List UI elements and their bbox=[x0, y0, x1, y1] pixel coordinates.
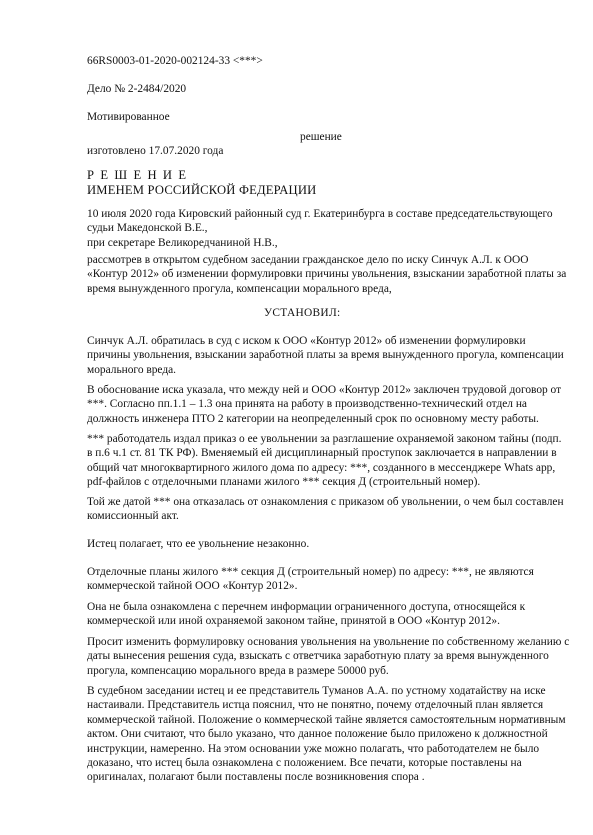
paragraph-line: Истец полагает, что ее увольнение незаконно. bbox=[87, 538, 310, 550]
decision-word: решение bbox=[300, 131, 342, 143]
paragraph bbox=[87, 565, 557, 594]
paragraph-line: *** работодатель издал приказ о ее увольнении за разглашение охраняемой законом тайны (подп. bbox=[87, 433, 562, 445]
paragraph-line: причины увольнения, взыскании заработной платы за время вынужденного прогула, компенсации bbox=[87, 349, 564, 362]
court-line: при секретаре Великоредчаниной Н.В., bbox=[87, 236, 278, 249]
title-decision: Р Е Ш Е Н И Е bbox=[87, 168, 188, 182]
considered-line: «Контур 2012» об изменении формулировки причины увольнения, взыскании заработной платы за bbox=[87, 268, 567, 281]
paragraph-line: общий чат многоквартирного жилого дома по адресу: ***, созданного в мессенджере Whats app, bbox=[87, 461, 556, 474]
court-line: 10 июля 2020 года Кировский районный суд г. Екатеринбурга в составе председательствующего bbox=[87, 208, 553, 220]
paragraph-line: коммерческой тайной. Положение о коммерческой тайне является самостоятельным нормативным bbox=[87, 713, 566, 726]
paragraph-line: настаивали. Представитель истца пояснил, что не понятно, почему отделочный план является bbox=[87, 699, 544, 712]
court-line: судьи Македонской В.Е., bbox=[87, 222, 208, 235]
paragraph bbox=[87, 684, 566, 785]
considered-line: рассмотрев в открытом судебном заседании гражданское дело по иску Синчук А.Л. к ООО bbox=[87, 254, 529, 266]
paragraph-line: В обоснование иска указала, что между ней и ООО «Контур 2012» заключен трудовой договор от bbox=[87, 384, 562, 396]
paragraph-line: прогула, компенсацию морального вреда в размере 50000 руб. bbox=[87, 664, 389, 677]
paragraph-line: комиссионный акт. bbox=[87, 510, 179, 523]
considered-paragraph bbox=[87, 253, 567, 296]
prepared-date: изготовлено 17.07.2020 года bbox=[87, 145, 224, 157]
motivated-label: Мотивированное bbox=[87, 111, 170, 123]
paragraph-line: коммерческой или иной охраняемой законом тайне, принятой в ООО «Контур 2012». bbox=[87, 615, 500, 628]
paragraph bbox=[87, 432, 562, 490]
considered-line: время вынужденного прогула, компенсации морального вреда, bbox=[87, 282, 392, 295]
case-number: Дело № 2-2484/2020 bbox=[87, 83, 187, 95]
paragraph-line: pdf-файлов с отделочными планами жилого *** секция Д (строительный номер). bbox=[87, 476, 481, 489]
paragraph-line: Синчук А.Л. обратилась в суд с иском к ООО «Контур 2012» об изменении формулировки bbox=[87, 335, 526, 347]
paragraph-line: актом. Они считают, что было указано, что данное положение было приложено к должностной bbox=[87, 728, 548, 741]
paragraph-line: Она не была ознакомлена с перечнем информации ограниченного доступа, относящейся к bbox=[87, 601, 526, 613]
title-in-the-name: ИМЕНЕМ РОССИЙСКОЙ ФЕДЕРАЦИИ bbox=[87, 182, 317, 197]
paragraph-line: оригиналах, полагают были поставлены после возникновения спора . bbox=[87, 771, 425, 784]
paragraph-line: даты вынесения решения суда, взыскать с ответчика заработную плату за время вынужденного bbox=[87, 650, 549, 663]
paragraph-line: морального вреда. bbox=[87, 363, 177, 376]
paragraph-line: коммерческой тайной ООО «Контур 2012». bbox=[87, 580, 298, 593]
paragraph-line: ***. Согласно пп.1.1 – 1.3 она принята на работу в производственно-технический отдел на bbox=[87, 398, 527, 411]
paragraph-line: В судебном заседании истец и ее представитель Туманов А.А. по устному ходатайству на иске bbox=[87, 685, 546, 697]
paragraph bbox=[87, 383, 562, 426]
paragraph-line: в п.6 ч.1 ст. 81 ТК РФ). Вменяемый ей дисциплинарный проступок заключается в направлении в bbox=[87, 447, 557, 460]
paragraph bbox=[87, 537, 557, 551]
established-heading: УСТАНОВИЛ: bbox=[264, 307, 341, 319]
case-uid: 66RS0003-01-2020-002124-33 <***> bbox=[87, 55, 263, 67]
paragraph-line: доказано, что истец была ознакомлена с положением. Все печати, которые поставлены на bbox=[87, 757, 522, 770]
document-title bbox=[87, 168, 557, 197]
paragraph-line: должность инженера ПТО 2 категории на неопределенный срок по основному месту работы. bbox=[87, 412, 539, 425]
paragraph-line: Той же датой *** она отказалась от ознакомления с приказом об увольнении, о чем был составлен bbox=[87, 496, 564, 508]
paragraph-line: Просит изменить формулировку основания увольнения на увольнение по собственному желанию с bbox=[87, 636, 570, 648]
paragraph bbox=[87, 635, 570, 678]
paragraph bbox=[87, 334, 564, 377]
paragraph-line: инструкции, намеренно. На этом основании уже можно полагать, что работодателем не было bbox=[87, 742, 540, 755]
paragraph-line: Отделочные планы жилого *** секция Д (строительный номер) по адресу: ***, не являются bbox=[87, 566, 534, 578]
paragraph bbox=[87, 600, 557, 629]
paragraph bbox=[87, 495, 564, 524]
court-composition bbox=[87, 207, 557, 250]
